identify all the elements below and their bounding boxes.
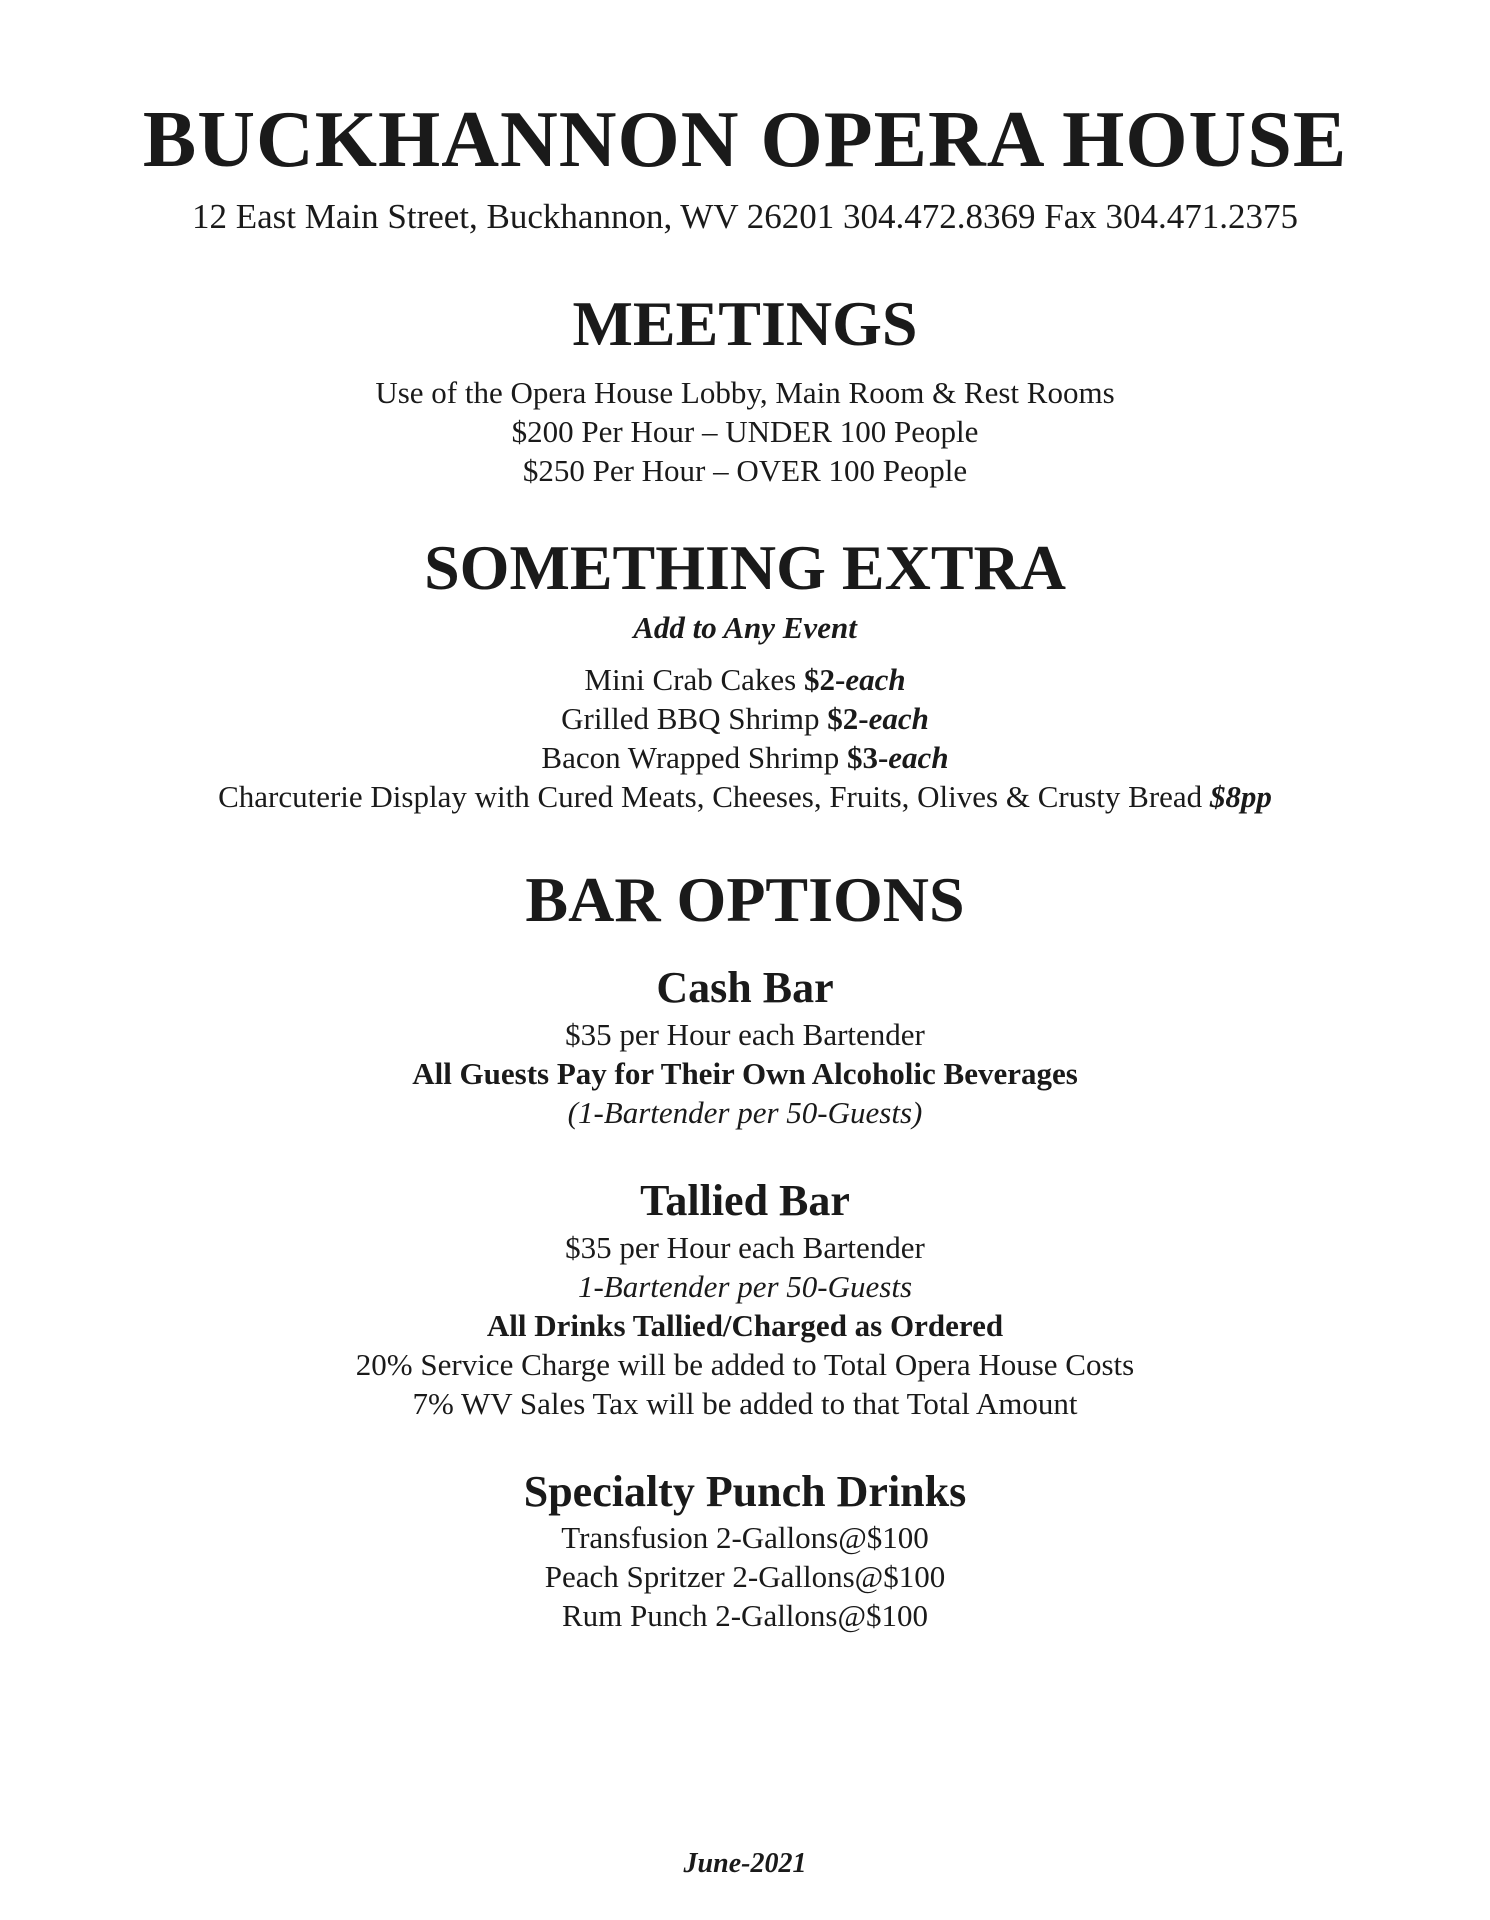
extra-item-unit: each: [868, 701, 929, 736]
punch-details: [0, 1518, 1490, 1635]
extra-details: [0, 608, 1490, 816]
extra-item-unit: $8pp: [1209, 779, 1272, 814]
extra-item: [0, 777, 1490, 816]
cash-bar-ratio: (1-Bartender per 50-Guests): [567, 1095, 923, 1130]
extra-item: [0, 738, 1490, 777]
bar-heading: BAR OPTIONS: [525, 864, 965, 935]
extra-item-price: $2-: [803, 662, 846, 697]
tallied-bar-rate: $35 per Hour each Bartender: [565, 1230, 925, 1265]
tallied-bar-service: 20% Service Charge will be added to Total Opera House Costs: [355, 1347, 1135, 1382]
meetings-heading: MEETINGS: [572, 288, 918, 359]
cash-bar-rate: $35 per Hour each Bartender: [565, 1017, 925, 1052]
cash-bar-heading: Cash Bar: [656, 963, 834, 1012]
extra-item-unit: each: [888, 740, 949, 775]
venue-address: 12 East Main Street, Buckhannon, WV 26201 304.472.8369 Fax 304.471.2375: [192, 197, 1298, 236]
extra-item-name: Mini Crab Cakes: [584, 662, 804, 697]
extra-item-price: $2-: [827, 701, 869, 736]
cash-bar-note: All Guests Pay for Their Own Alcoholic Beverages: [412, 1056, 1078, 1091]
punch-heading: Specialty Punch Drinks: [523, 1467, 967, 1516]
extra-item: [0, 699, 1490, 738]
tallied-bar-tax: 7% WV Sales Tax will be added to that Total Amount: [412, 1386, 1078, 1421]
meetings-line: $200 Per Hour – UNDER 100 People: [511, 414, 979, 449]
punch-item: Peach Spritzer 2-Gallons@$100: [544, 1559, 946, 1594]
meetings-line: $250 Per Hour – OVER 100 People: [522, 453, 968, 488]
extra-subheading: Add to Any Event: [633, 610, 857, 645]
tallied-bar-details: [0, 1228, 1490, 1423]
tallied-bar-ratio: 1-Bartender per 50-Guests: [577, 1269, 913, 1304]
venue-title: BUCKHANNON OPERA HOUSE: [142, 96, 1348, 184]
cash-bar-details: [0, 1015, 1490, 1132]
tallied-bar-note: All Drinks Tallied/Charged as Ordered: [486, 1308, 1004, 1343]
footer-date: June-2021: [683, 1848, 807, 1879]
extra-item-name: Grilled BBQ Shrimp: [561, 701, 828, 736]
tallied-bar-heading: Tallied Bar: [640, 1176, 850, 1225]
punch-item: Transfusion 2-Gallons@$100: [561, 1520, 929, 1555]
extra-item-name: Charcuterie Display with Cured Meats, Cheeses, Fruits, Olives & Crusty Bread: [218, 779, 1210, 814]
meetings-line: Use of the Opera House Lobby, Main Room & Rest Rooms: [375, 375, 1115, 410]
extra-item: [0, 660, 1490, 699]
extra-heading: SOMETHING EXTRA: [424, 532, 1066, 603]
extra-item-price: $3-: [846, 740, 889, 775]
extra-item-name: Bacon Wrapped Shrimp: [541, 740, 847, 775]
punch-item: Rum Punch 2-Gallons@$100: [561, 1598, 929, 1633]
extra-item-unit: each: [845, 662, 906, 697]
meetings-details: [0, 373, 1490, 490]
